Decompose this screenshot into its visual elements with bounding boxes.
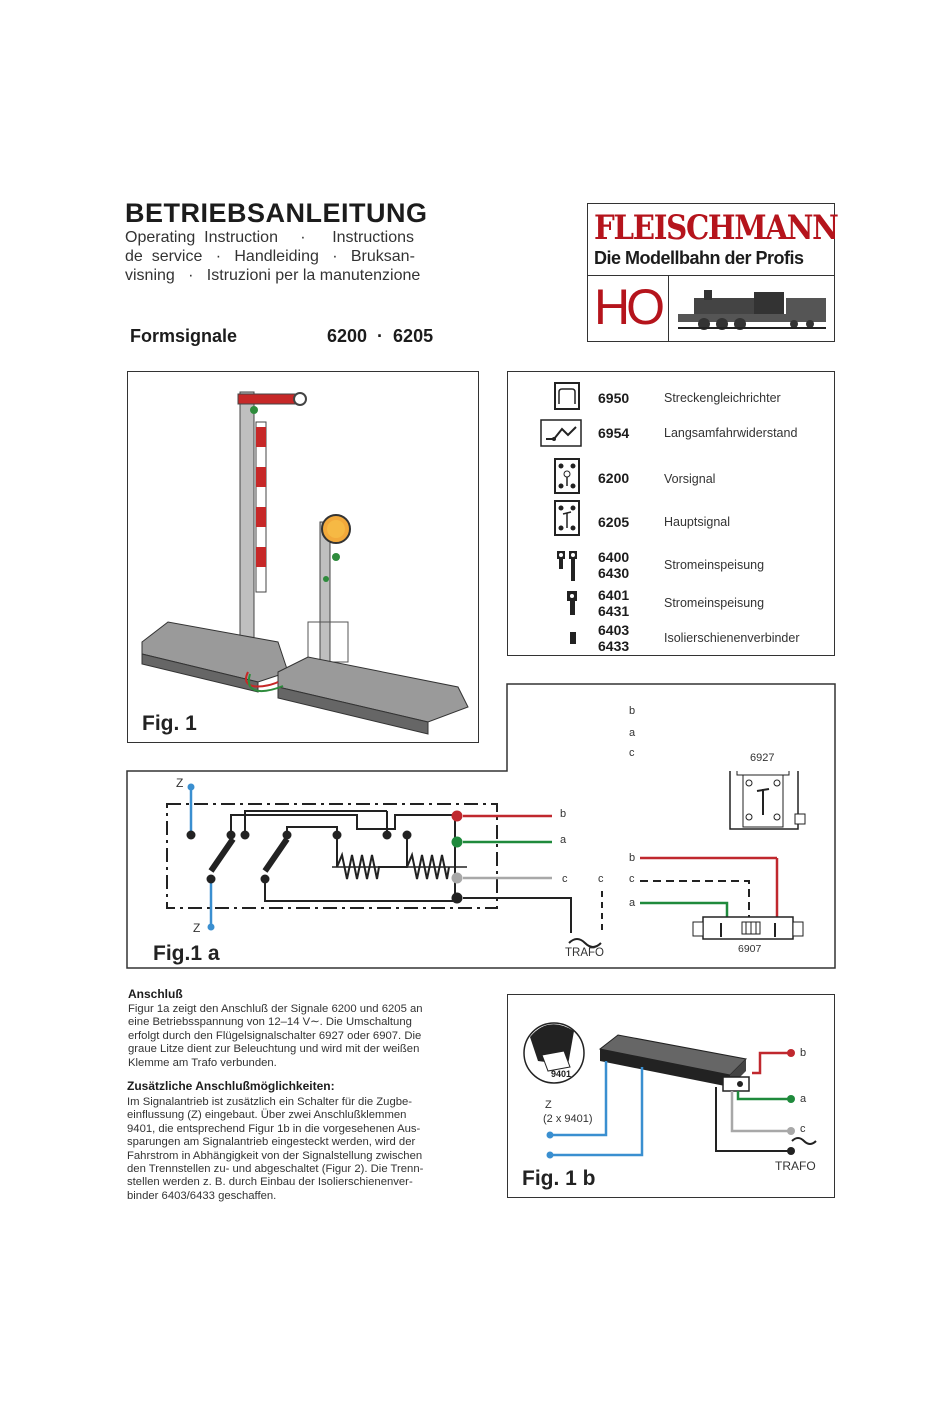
legend-number: 6200 xyxy=(598,470,630,486)
scale-label: HO xyxy=(594,279,661,335)
legend-number: 6401 6431 xyxy=(598,587,630,619)
legend-number: 6205 xyxy=(598,514,630,530)
fig1b-panel xyxy=(507,994,835,1198)
switch-a-label: a xyxy=(629,727,636,739)
brand-name: FLEISCHMANN xyxy=(594,208,838,248)
part-9401-label: 9401 xyxy=(551,1069,572,1079)
subtitle-line-2: de service · Handleiding · Bruksan- xyxy=(125,248,415,265)
fig1b-b-label: b xyxy=(800,1047,807,1059)
wire-c-label-2: c xyxy=(598,873,604,885)
legend-number: 6950 xyxy=(598,390,630,406)
text-line: binder 6403/6433 geschaffen. xyxy=(127,1189,277,1202)
trafo-label: TRAFO xyxy=(565,947,604,959)
subtitle-line-3: visning · Istruzioni per la manutenzione xyxy=(125,267,421,284)
z-label-bottom: Z xyxy=(193,921,201,935)
document-title: BETRIEBSANLEITUNG xyxy=(125,198,428,228)
text-line: stellen werden z. B. durch Einbau der Isolierschienenver- xyxy=(127,1176,413,1189)
fig1b-label: Fig. 1 b xyxy=(522,1167,596,1190)
switch-6907-label: 6907 xyxy=(738,943,762,955)
wire-a-label: a xyxy=(560,834,567,846)
text-line: Figur 1a zeigt den Anschluß der Signale 6200 und 6205 an xyxy=(128,1003,423,1015)
switch2-b-label: b xyxy=(629,852,636,864)
legend-description: Hauptsignal xyxy=(664,515,731,529)
text-line: Klemme am Trafo verbunden. xyxy=(128,1056,277,1069)
text-line: Im Signalantrieb ist zusätzlich ein Schalter für die Zugbe- xyxy=(127,1096,413,1108)
extra-paragraph xyxy=(127,1096,477,1203)
fig1-label: Fig. 1 xyxy=(142,712,197,735)
legend-number: 6403 6433 xyxy=(598,622,630,654)
legend-description: Vorsignal xyxy=(664,472,716,486)
text-line: sparungen am Signalantrieb eingesteckt werden, wird der xyxy=(127,1136,416,1149)
fig1b-a-label: a xyxy=(800,1093,807,1105)
z-label-top: Z xyxy=(176,776,184,790)
switch2-c-label: c xyxy=(629,873,635,885)
switch-6927-label: 6927 xyxy=(750,752,775,764)
legend-description: Streckengleichrichter xyxy=(664,391,781,405)
brand-tagline: Die Modellbahn der Profis xyxy=(594,248,804,268)
switch2-a-label: a xyxy=(629,897,636,909)
connection-heading: Anschluß xyxy=(128,987,183,1001)
text-line: eine Betriebsspannung von 12–14 V∼. Die Umschaltung xyxy=(128,1016,412,1029)
text-line: den Trennstellen zu- und abgeschaltet (Figur 2). Die Trenn- xyxy=(127,1163,424,1176)
legend-description: Stromeinspeisung xyxy=(664,596,765,610)
fig1b-z-label: Z xyxy=(545,1099,552,1111)
legend-number: 6400 6430 xyxy=(598,549,630,581)
fig1a-label: Fig.1 a xyxy=(153,942,220,965)
product-name: Formsignale xyxy=(130,326,238,346)
text-line: 9401, die entsprechend Figur 1b in die vorgesehenen Aus- xyxy=(127,1122,421,1135)
extra-heading: Zusätzliche Anschlußmöglichkeiten: xyxy=(127,1079,335,1093)
text-line: Fahrstrom in Abhängigkeit von der Signalstellung zwischen xyxy=(127,1149,423,1162)
legend-number: 6954 xyxy=(598,425,630,441)
legend-description: Stromeinspeisung xyxy=(664,558,765,572)
switch-b-label: b xyxy=(629,705,636,717)
wire-c-label-1: c xyxy=(562,873,568,885)
wire-b-label: b xyxy=(560,808,567,820)
text-line: einflussung (Z) eingebaut. Über zwei Anschlußklemmen xyxy=(127,1109,407,1122)
fig1a-schematic xyxy=(127,771,835,968)
connection-paragraph xyxy=(128,1003,478,1070)
text-line: erfolgt durch den Flügelsignalschalter 6927 oder 6907. Die xyxy=(128,1029,422,1042)
fig1b-trafo-label: TRAFO xyxy=(775,1159,816,1173)
fig1b-count-label: (2 x 9401) xyxy=(543,1113,593,1125)
switch-c-label: c xyxy=(629,747,635,759)
subtitle-line-1: Operating Instruction · Instructions xyxy=(125,229,415,246)
product-numbers: 6200 · 6205 xyxy=(327,326,434,346)
text-line: graue Litze dient zur Beleuchtung und wird mit der weißen xyxy=(128,1043,420,1056)
legend-description: Langsamfahrwiderstand xyxy=(664,426,798,440)
fig1b-c-label: c xyxy=(800,1123,806,1135)
legend-description: Isolierschienenverbinder xyxy=(664,631,800,645)
